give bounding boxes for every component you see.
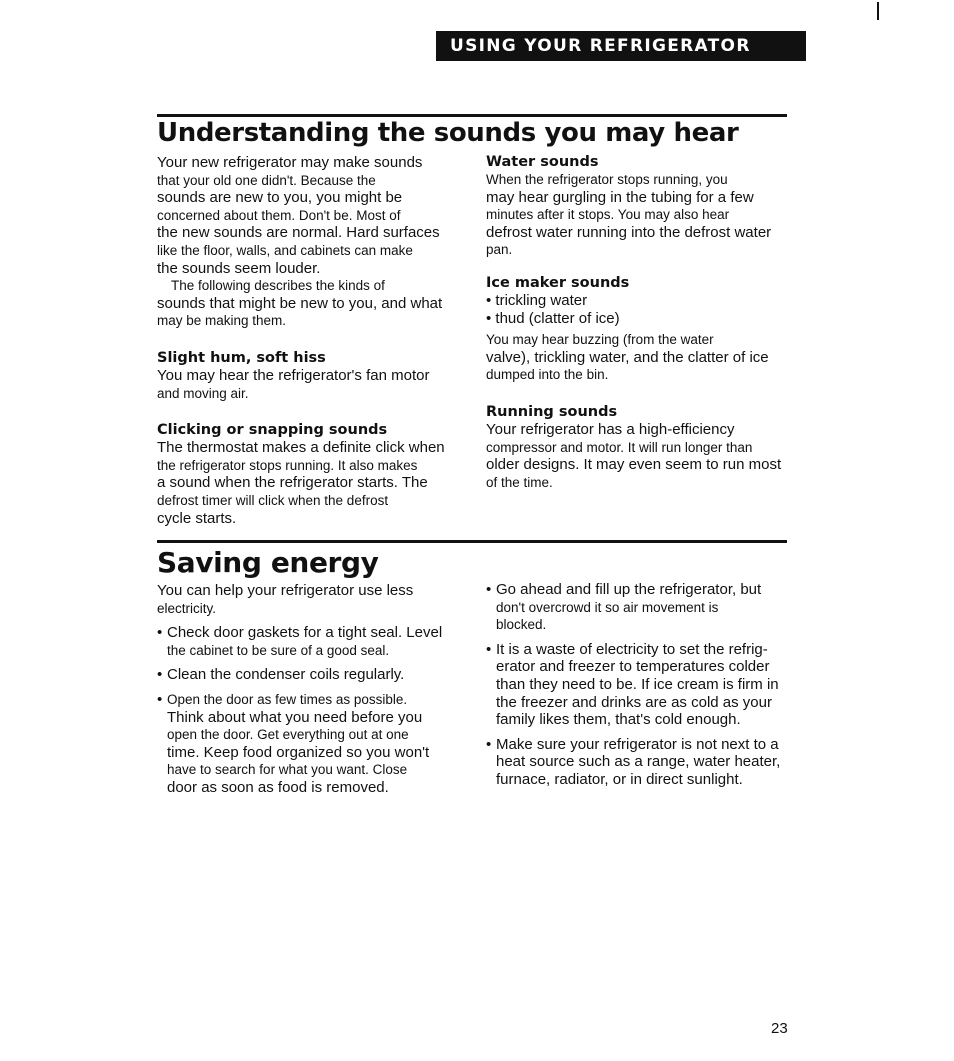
- text-line: compressor and motor. It will run longer than: [486, 439, 753, 455]
- text-line: don't overcrowd it so air movement is: [496, 599, 719, 615]
- energy-title: Saving energy: [157, 546, 379, 579]
- text-line: You can help your refrigerator use less: [157, 582, 414, 599]
- text-line: of the time.: [486, 474, 553, 490]
- ice-body: [486, 331, 786, 384]
- text-line: Think about what you need before you: [167, 708, 423, 726]
- text-line: It is a waste of electricity to set the refrig-: [496, 640, 768, 658]
- bullet-icon: •: [486, 581, 492, 598]
- text-line: pan.: [486, 242, 513, 258]
- text-line: door as soon as food is removed.: [167, 778, 389, 796]
- list-item: [157, 624, 457, 659]
- text-line: furnace, radiator, or in direct sunlight.: [496, 770, 743, 788]
- bullet-icon: •: [486, 735, 492, 753]
- text-line: Your new refrigerator may make sounds: [157, 154, 423, 171]
- list-item: • thud (clatter of ice): [486, 309, 620, 327]
- bullet-icon: •: [486, 640, 492, 658]
- list-item: [486, 581, 786, 634]
- section-banner: USING YOUR REFRIGERATOR: [436, 31, 806, 61]
- hum-body: [157, 367, 457, 402]
- text-line: heat source such as a range, water heater,: [496, 753, 781, 771]
- text-line: valve), trickling water, and the clatter of ice: [486, 348, 769, 366]
- hum-heading: Slight hum, soft hiss: [157, 349, 326, 366]
- text-line: When the refrigerator stops running, you: [486, 172, 728, 187]
- text-line: dumped into the bin.: [486, 367, 609, 383]
- section-rule: [157, 114, 787, 117]
- text-line: You may hear the refrigerator's fan motor: [157, 366, 430, 384]
- text-line: Check door gaskets for a tight seal. Level: [167, 624, 443, 642]
- ice-bullets: [486, 292, 786, 327]
- water-heading: Water sounds: [486, 154, 599, 170]
- text-line: and moving air.: [157, 385, 249, 401]
- text-line: concerned about them. Don't be. Most of: [157, 207, 401, 223]
- list-item: [486, 641, 786, 729]
- text-line: blocked.: [496, 617, 547, 633]
- text-line: that your old one didn't. Because the: [157, 172, 376, 188]
- list-item-text: thud (clatter of ice): [495, 309, 620, 327]
- clicking-heading: Clicking or snapping sounds: [157, 422, 388, 439]
- text-line: erator and freezer to temperatures colder: [496, 658, 770, 676]
- text-line: minutes after it stops. You may also hear: [486, 207, 730, 223]
- text-line: Open the door as few times as possible.: [167, 691, 408, 707]
- sounds-intro-2-cont: [157, 295, 457, 330]
- text-line: The following describes the kinds of: [171, 278, 385, 294]
- section-rule: [157, 540, 787, 543]
- running-body: [486, 421, 786, 491]
- bullet-icon: •: [157, 624, 163, 642]
- energy-left-column: [157, 582, 457, 797]
- list-item: [157, 666, 457, 684]
- text-line: time. Keep food organized so you won't: [167, 743, 430, 761]
- text-line: Your refrigerator has a high-efficiency: [486, 420, 735, 438]
- crop-mark: [877, 2, 879, 20]
- ice-heading: Ice maker sounds: [486, 274, 630, 291]
- text-line: older designs. It may even seem to run most: [486, 456, 782, 474]
- clicking-body: [157, 439, 457, 527]
- list-item: [486, 736, 786, 789]
- list-item-text: trickling water: [495, 291, 588, 309]
- sounds-title: Understanding the sounds you may hear: [157, 118, 739, 148]
- energy-right-column: [486, 581, 786, 789]
- sounds-right-column: [486, 153, 786, 491]
- text-line: cycle starts.: [157, 509, 237, 527]
- text-line: sounds are new to you, you might be: [157, 189, 403, 207]
- sounds-left-column: [157, 154, 457, 527]
- text-line: the cabinet to be sure of a good seal.: [167, 642, 390, 658]
- text-line: than they need to be. If ice cream is firm in: [496, 675, 779, 693]
- text-line: sounds that might be new to you, and what: [157, 294, 443, 312]
- text-line: a sound when the refrigerator starts. The: [157, 474, 428, 492]
- text-line: Go ahead and fill up the refrigerator, but: [496, 581, 762, 598]
- sounds-intro: [157, 154, 457, 277]
- text-line: The thermostat makes a definite click when: [157, 439, 445, 457]
- text-line: electricity.: [157, 600, 217, 616]
- list-item: [157, 691, 457, 797]
- page-number: 23: [771, 1020, 788, 1037]
- text-line: the new sounds are normal. Hard surfaces: [157, 224, 440, 242]
- sounds-intro-2: [157, 277, 457, 295]
- bullet-icon: •: [157, 666, 163, 684]
- list-item: • trickling water: [486, 291, 588, 309]
- text-line: the freezer and drinks are as cold as your: [496, 693, 772, 711]
- text-line: Clean the condenser coils regularly.: [167, 666, 405, 684]
- energy-intro: [157, 582, 457, 617]
- text-line: open the door. Get everything out at one: [167, 727, 409, 743]
- text-line: like the floor, walls, and cabinets can make: [157, 242, 413, 258]
- text-line: have to search for what you want. Close: [167, 762, 408, 778]
- text-line: may hear gurgling in the tubing for a few: [486, 188, 754, 206]
- text-line: the refrigerator stops running. It also makes: [157, 457, 418, 473]
- running-heading: Running sounds: [486, 403, 618, 420]
- text-line: defrost water running into the defrost water: [486, 223, 772, 241]
- text-line: may be making them.: [157, 313, 287, 329]
- text-line: the sounds seem louder.: [157, 259, 321, 277]
- text-line: You may hear buzzing (from the water: [486, 332, 714, 348]
- water-body: [486, 171, 786, 259]
- text-line: Make sure your refrigerator is not next to a: [496, 735, 779, 753]
- text-line: family likes them, that's cold enough.: [496, 711, 741, 729]
- bullet-icon: •: [157, 690, 163, 708]
- text-line: defrost timer will click when the defrost: [157, 492, 389, 508]
